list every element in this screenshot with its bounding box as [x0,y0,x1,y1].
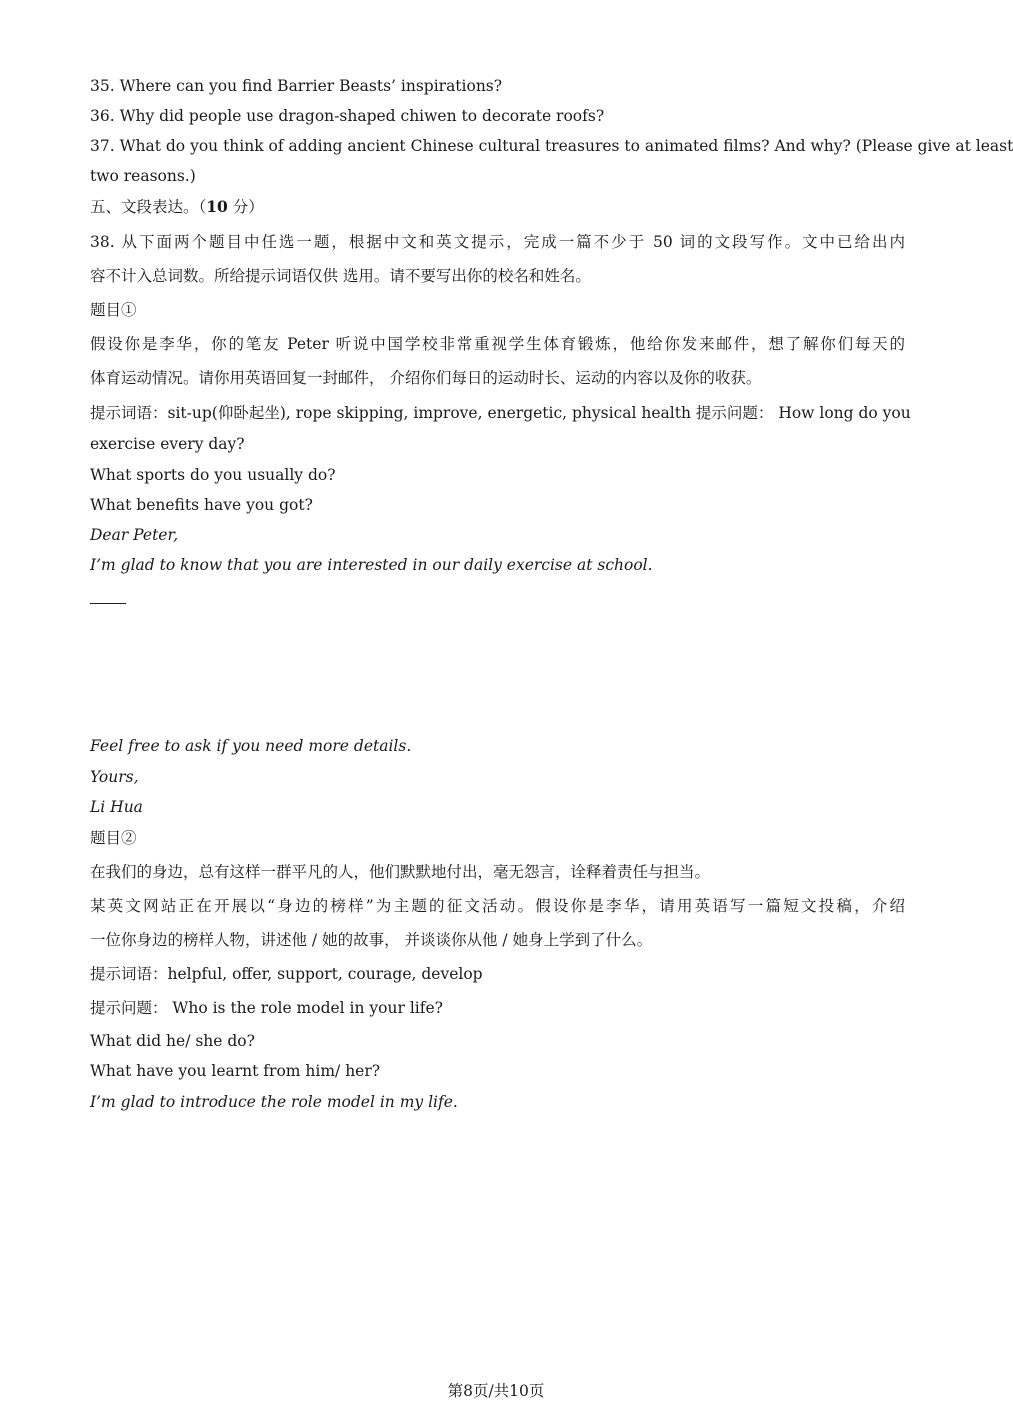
topic-2-description-line-2: 一位你身边的榜样人物，讲述他 / 她的故事， 并谈谈你从他 / 她身上学到了什么。 [90,931,653,949]
letter-opening: I’m glad to know that you are interested in our daily exercise at school. [90,556,653,574]
section-heading-suffix: 分） [227,198,264,216]
topic-1-hints-line-2: exercise every day? [90,435,245,453]
question-38-line-2: 容不计入总词数。所给提示词语仅供 选用。请不要写出你的校名和姓名。 [90,267,591,285]
topic-2-hint-question-2: What did he/ she do? [90,1032,255,1050]
question-37-line-2: two reasons.) [90,167,196,185]
topic-1-label: 题目① [90,301,137,319]
section-heading [90,197,905,217]
topic-1-description-line-2: 体育运动情况。请你用英语回复一封邮件， 介绍你们每日的运动时长、运动的内容以及你的收获。 [90,369,762,387]
topic-2-hint-words: 提示词语：helpful, offer, support, courage, develop [90,965,483,983]
section-heading-prefix: 五、文段表达。（ [90,198,207,216]
topic-2-hint-question-1: 提示问题： Who is the role model in your life? [90,999,443,1017]
answer-blank-line [90,603,126,604]
topic-1-description-line-1: 假设你是李华，你的笔友 Peter 听说中国学校非常重视学生体育锻炼，他给你发来邮件，想了解你们每天的 [90,335,905,353]
letter-closing: Feel free to ask if you need more details. [90,737,412,755]
letter-signature: Li Hua [90,798,143,816]
topic-1-question-3: What benefits have you got? [90,496,313,514]
topic-2-description-line-1: 某英文网站正在开展以“身边的榜样”为主题的征文活动。假设你是李华，请用英语写一篇短文投稿，介绍 [90,897,905,915]
topic-2-label: 题目② [90,829,137,847]
letter-signoff: Yours, [90,768,139,786]
topic-2-opening: I’m glad to introduce the role model in my life. [90,1093,458,1111]
topic-2-hint-question-3: What have you learnt from him/ her? [90,1062,381,1080]
question-36: 36. Why did people use dragon-shaped chiwen to decorate roofs? [90,107,605,125]
topic-1-question-2: What sports do you usually do? [90,466,336,484]
section-heading-score: 10 [206,197,228,216]
question-35: 35. Where can you find Barrier Beasts’ inspirations? [90,77,503,95]
question-38-line-1: 38. 从下面两个题目中任选一题，根据中文和英文提示，完成一篇不少于 50 词的文段写作。文中已给出内 [90,233,905,251]
topic-1-hints-line-1: 提示词语：sit-up(仰卧起坐), rope skipping, improve, energetic, physical health 提示问题： How long do you [90,404,911,422]
question-37-line-1: 37. What do you think of adding ancient Chinese cultural treasures to animated films? And why? (Please give at least [90,137,1013,155]
letter-greeting: Dear Peter, [90,526,179,544]
page-number: 第8页/共10页 [447,1382,545,1400]
topic-2-intro: 在我们的身边，总有这样一群平凡的人，他们默默地付出，毫无怨言，诠释着责任与担当。 [90,863,711,881]
